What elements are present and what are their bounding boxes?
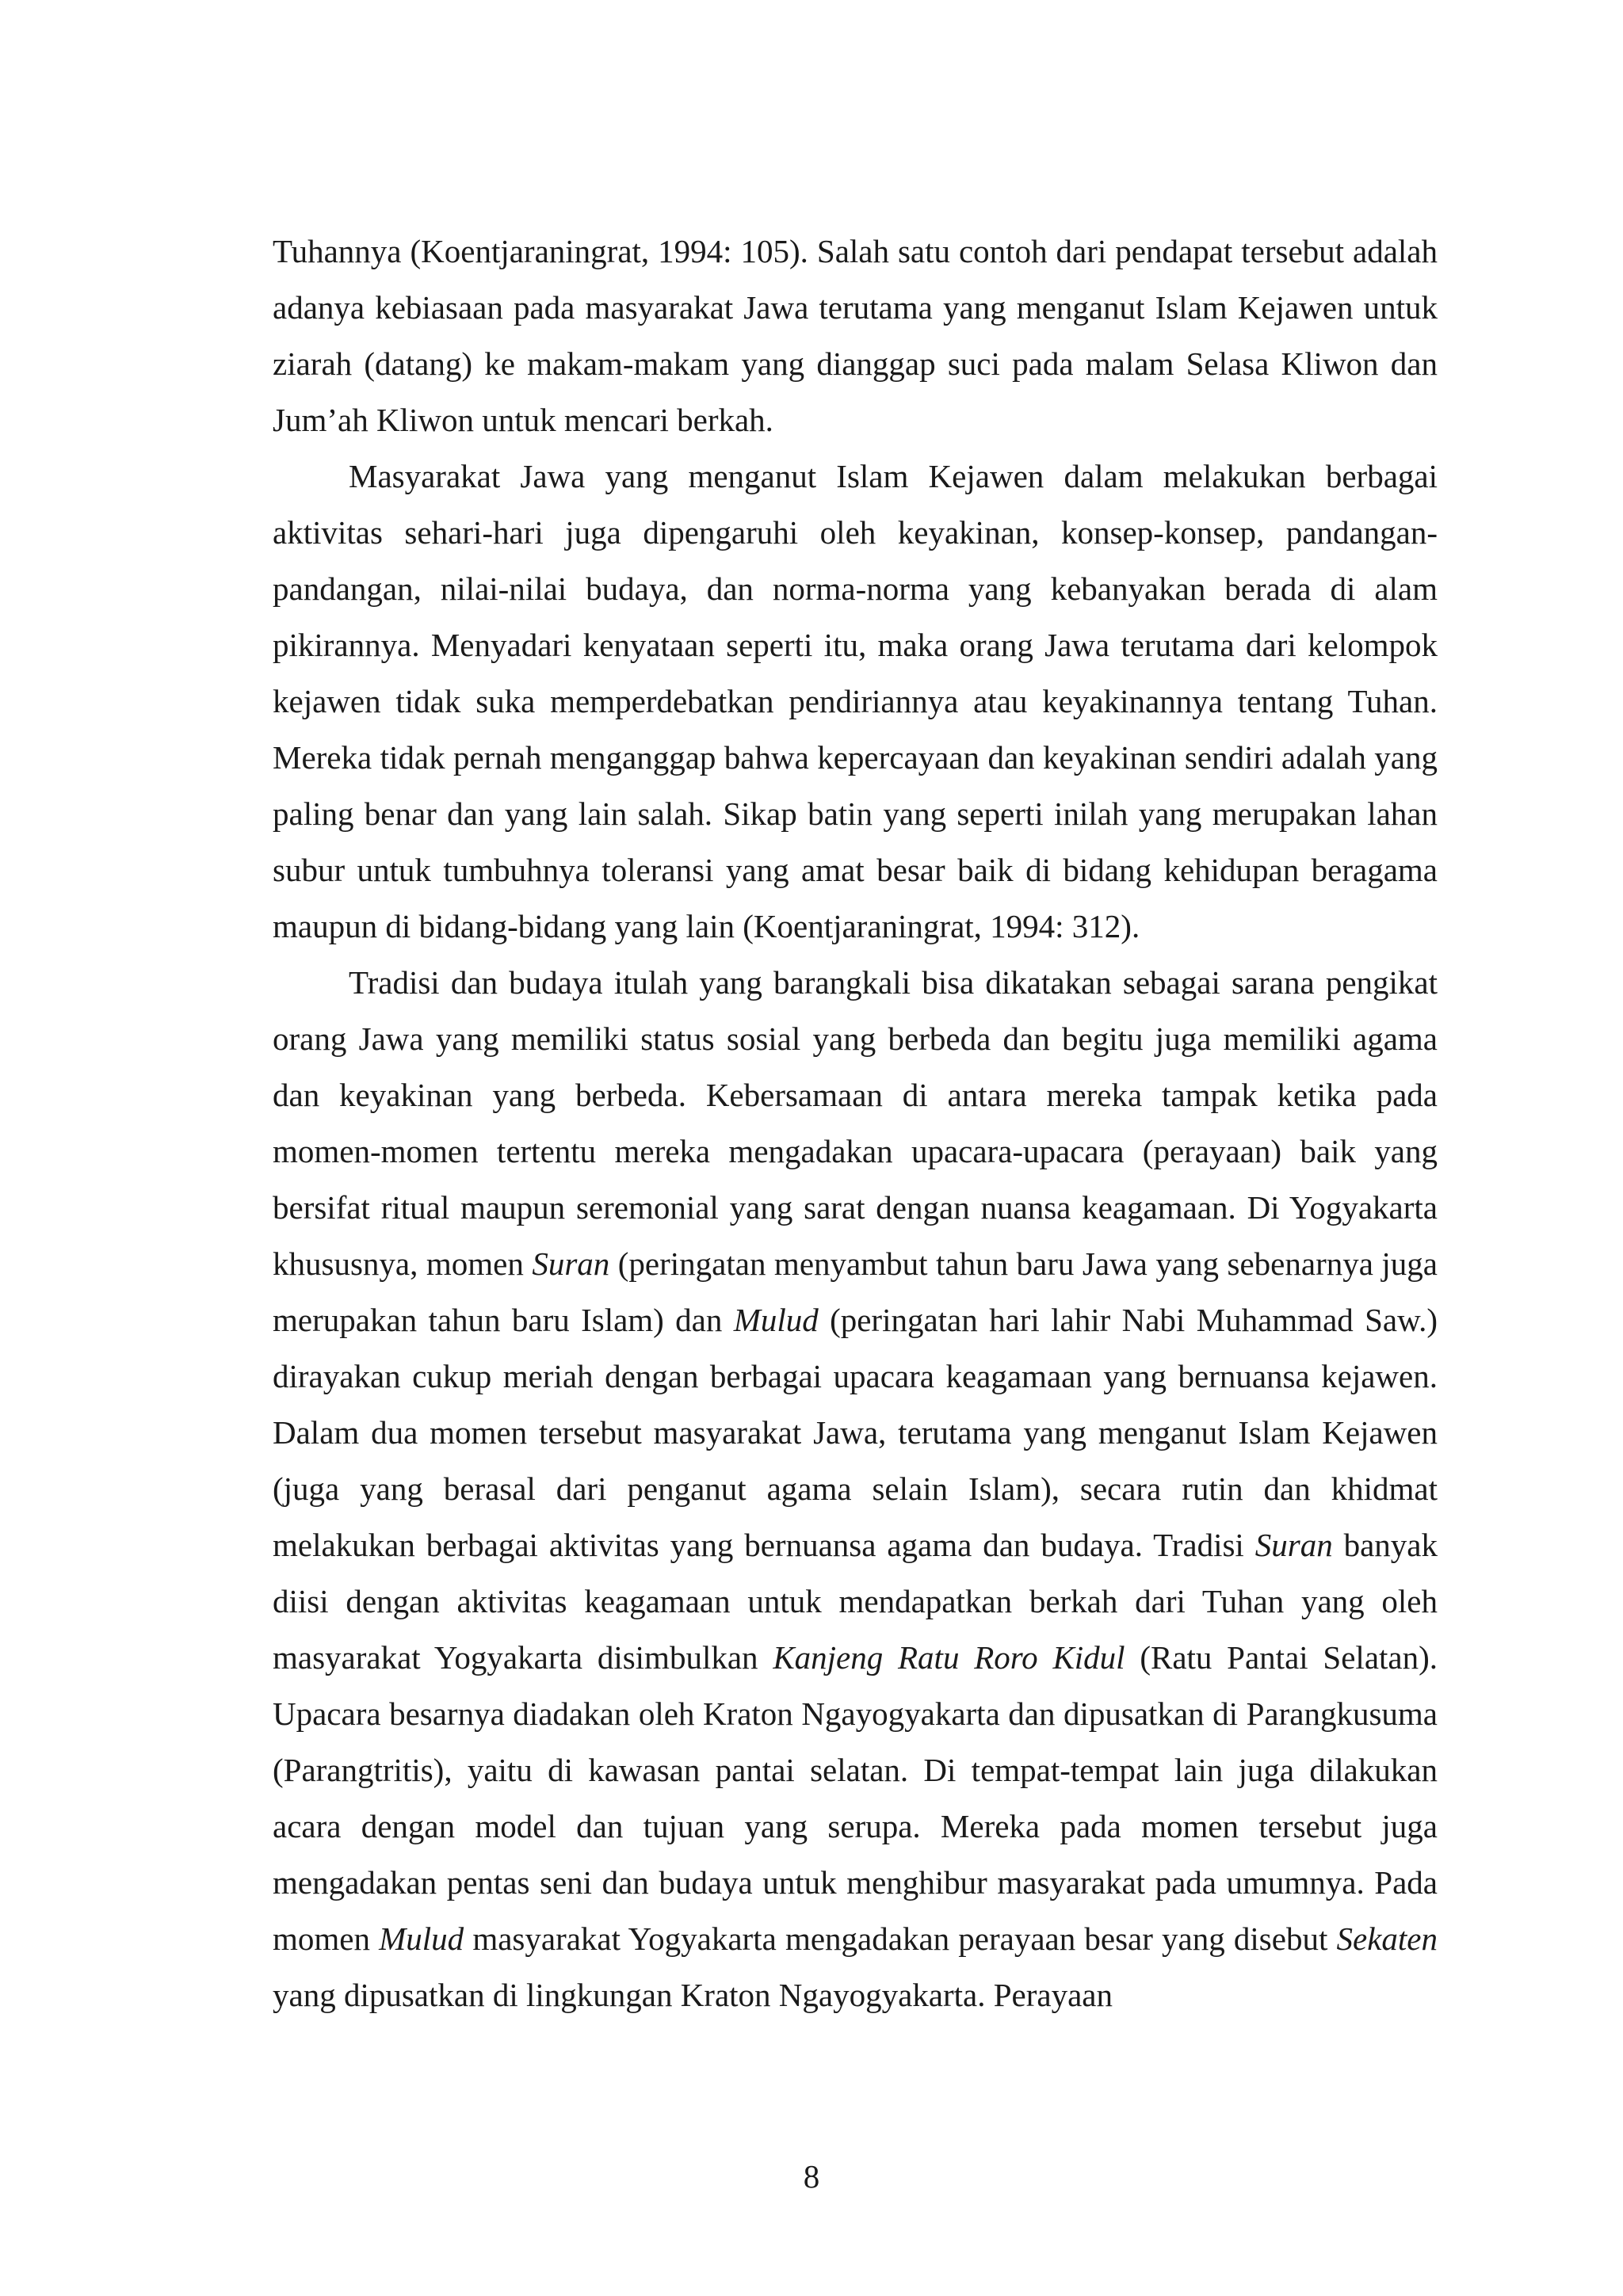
paragraph-1	[273, 223, 1438, 448]
italic-term-kanjeng-ratu-roro-kidul: Kanjeng Ratu Roro Kidul	[773, 1639, 1125, 1676]
paragraph-3-text: Tradisi dan budaya itulah yang barangkali bisa dikatakan sebagai sarana pengikat orang Jawa yang memiliki status sosial yang berbeda dan begitu juga memiliki agama dan keyakinan yang berbeda. Kebersamaan di antara mereka tampak ketika pada momen-momen tertentu mereka mengadakan upacara-upacara (perayaan) baik yang bersifat ritual maupun seremonial yang sarat dengan nuansa keagamaan. Di Yogyakarta khususnya, momen	[273, 964, 1438, 1282]
paragraph-3-text: (peringatan menyambut tahun baru Jawa yang sebenarnya juga merupakan tahun baru Islam) dan	[273, 1245, 1438, 1338]
page-number: 8	[803, 2158, 820, 2195]
body-text	[273, 223, 1438, 2023]
paragraph-2	[273, 448, 1438, 955]
paragraph-3-text: (Ratu Pantai Selatan). Upacara besarnya diadakan oleh Kraton Ngayogyakarta dan dipusatkan di Parangkusuma (Parangtritis), yaitu di kawasan pantai selatan. Di tempat-tempat lain juga dilakukan acara dengan model dan tujuan yang serupa. Mereka pada momen tersebut juga mengadakan pentas seni dan budaya untuk menghibur masyarakat pada umumnya. Pada momen	[273, 1639, 1438, 1957]
paragraph-2-text: Masyarakat Jawa yang menganut Islam Kejawen dalam melakukan berbagai aktivitas sehari-hari juga dipengaruhi oleh keyakinan, konsep-konsep, pandangan-pandangan, nilai-nilai budaya, dan norma-norma yang kebanyakan berada di alam pikirannya. Menyadari kenyataan seperti itu, maka orang Jawa terutama dari kelompok kejawen tidak suka memperdebatkan pendiriannya atau keyakinannya tentang Tuhan. Mereka tidak pernah menganggap bahwa kepercayaan dan keyakinan sendiri adalah yang paling benar dan yang lain salah. Sikap batin yang seperti inilah yang merupakan lahan subur untuk tumbuhnya toleransi yang amat besar baik di bidang kehidupan beragama maupun di bidang-bidang yang lain (Koentjaraningrat, 1994: 312).	[273, 458, 1438, 944]
paragraph-3-text: yang dipusatkan di lingkungan Kraton Ngayogyakarta. Perayaan	[273, 1977, 1113, 2013]
italic-term-mulud: Mulud	[379, 1920, 464, 1957]
paragraph-3-text: banyak diisi dengan aktivitas keagamaan untuk mendapatkan berkah dari Tuhan yang oleh masyarakat Yogyakarta disimbulkan	[273, 1527, 1438, 1676]
italic-term-suran: Suran	[1254, 1527, 1333, 1563]
paragraph-3-text: (peringatan hari lahir Nabi Muhammad Saw.) dirayakan cukup meriah dengan berbagai upacara keagamaan yang bernuansa kejawen. Dalam dua momen tersebut masyarakat Jawa, terutama yang menganut Islam Kejawen (juga yang berasal dari penganut agama selain Islam), secara rutin dan khidmat melakukan berbagai aktivitas yang bernuansa agama dan budaya. Tradisi	[273, 1302, 1438, 1563]
italic-term-suran: Suran	[532, 1245, 610, 1282]
paragraph-3	[273, 955, 1438, 2023]
italic-term-sekaten: Sekaten	[1336, 1920, 1438, 1957]
paragraph-3-text: masyarakat Yogyakarta mengadakan perayaan besar yang disebut	[464, 1920, 1337, 1957]
italic-term-mulud: Mulud	[733, 1302, 819, 1338]
paragraph-1-text: Tuhannya (Koentjaraningrat, 1994: 105). Salah satu contoh dari pendapat tersebut adalah adanya kebiasaan pada masyarakat Jawa terutama yang menganut Islam Kejawen untuk ziarah (datang) ke makam-makam yang dianggap suci pada malam Selasa Kliwon dan Jum’ah Kliwon untuk mencari berkah.	[273, 233, 1438, 438]
